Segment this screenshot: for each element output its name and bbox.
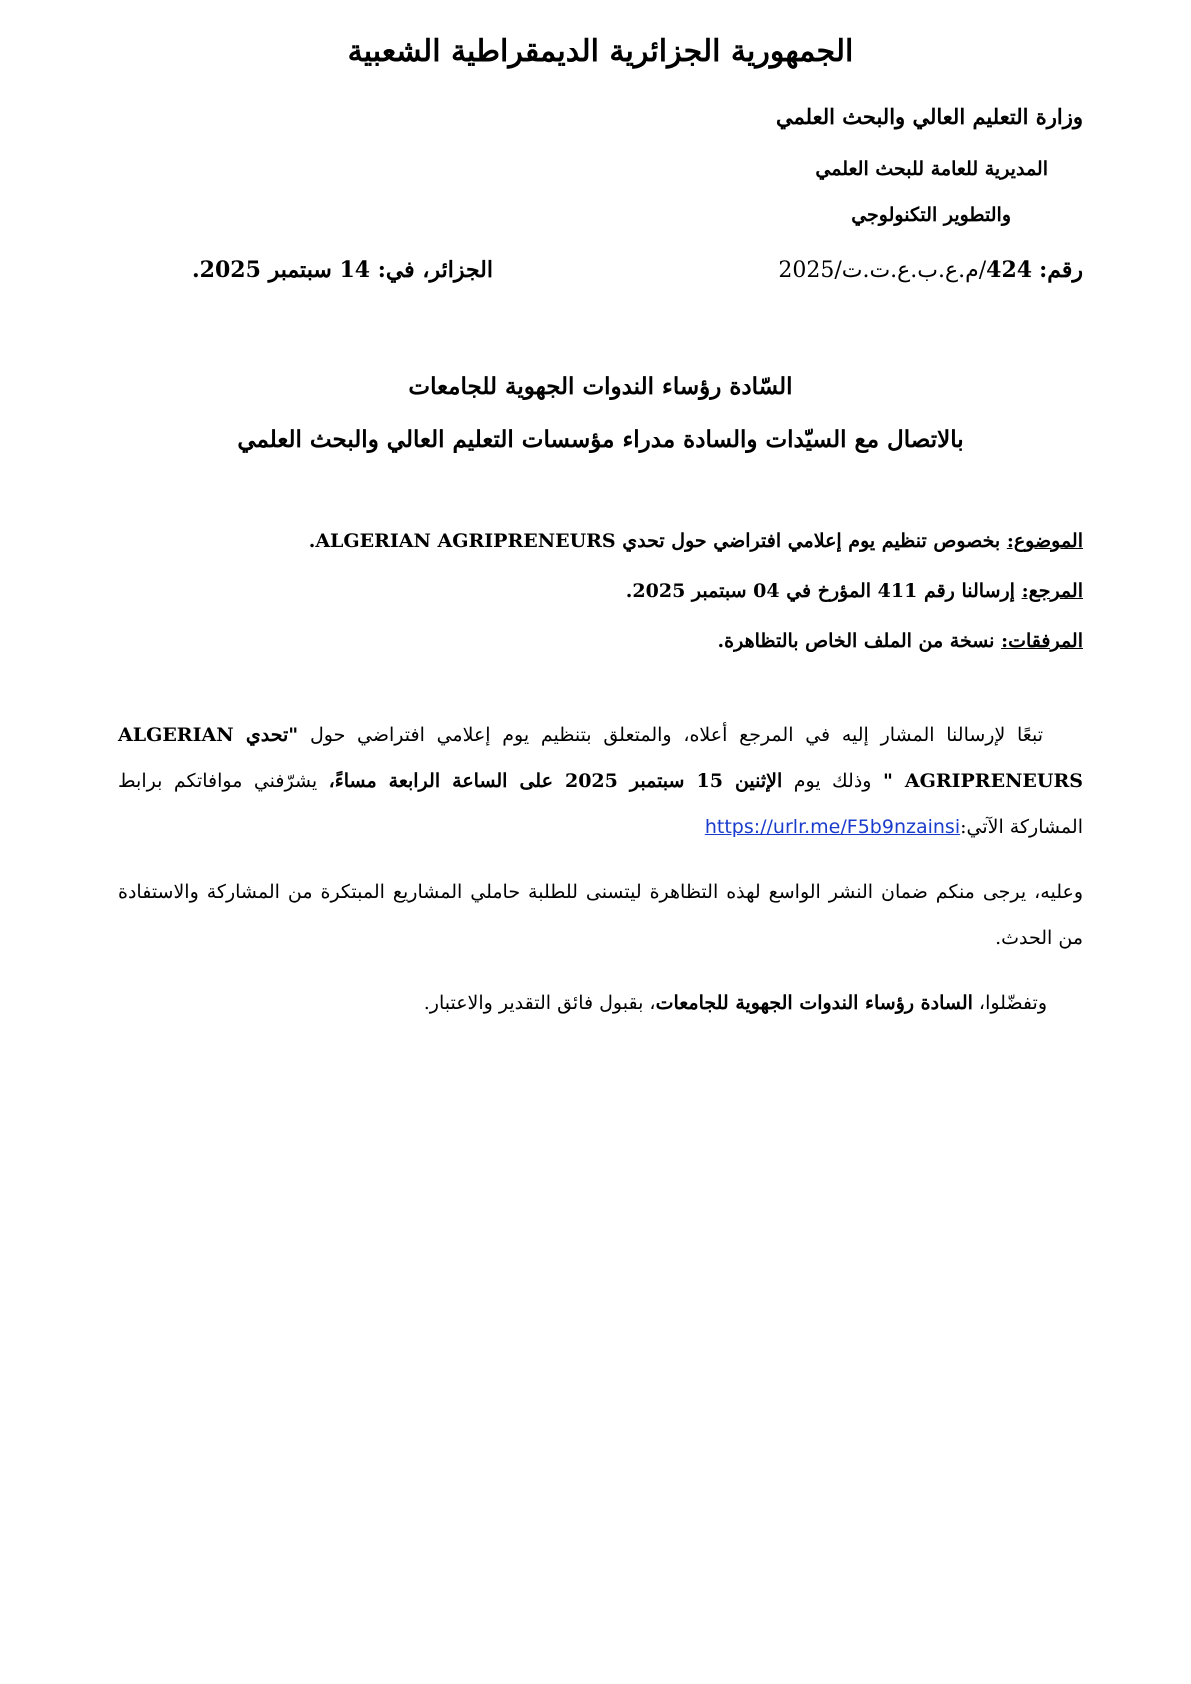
p1-challenge-name: "تحدي ALGERIAN AGRIPRENEURS " xyxy=(118,724,1083,792)
subject-line xyxy=(118,516,1083,566)
reference-date: الجزائر، في: 14 سبتمبر 2025. xyxy=(192,257,493,283)
addressee-line1: السّادة رؤساء الندوات الجهوية للجامعات xyxy=(408,373,793,400)
closing-text-2: ، بقبول فائق التقدير والاعتبار. xyxy=(423,992,656,1014)
closing-text-1: وتفضّلوا، xyxy=(972,992,1047,1014)
letter-meta xyxy=(118,516,1083,666)
p1-text-1: تبعًا لإرسالنا المشار إليه في المرجع أعلاه، والمتعلق بتنظيم يوم إعلامي افتراضي حول xyxy=(298,724,1043,746)
body-paragraph-2: وعليه، يرجى منكم ضمان النشر الواسع لهذه التظاهرة ليتسنى للطلبة حاملي المشاريع المبتكرة من المشاركة والاستفادة من الحدث. xyxy=(118,881,1083,949)
participation-link[interactable]: https://urlr.me/F5b9nzainsi xyxy=(704,816,961,838)
reference-suffix: /م.ع.ب.ع.ت.ت/2025 xyxy=(778,258,987,283)
attachments-line xyxy=(118,616,1083,666)
p1-text-2: وذلك يوم xyxy=(782,770,883,792)
p1-event-date: الإثنين 15 سبتمبر 2025 على الساعة الرابعة مساءً، xyxy=(328,770,783,792)
republic-title: الجمهورية الجزائرية الديمقراطية الشعبية xyxy=(347,34,854,69)
closing-paragraph xyxy=(118,980,1083,1026)
reference-ref-label: المرجع: xyxy=(1021,580,1083,602)
directorate-line1: المديرية للعامة للبحث العلمي xyxy=(815,158,1048,180)
ministry-name: وزارة التعليم العالي والبحث العلمي xyxy=(776,104,1083,129)
reference-label: رقم: xyxy=(1039,257,1083,283)
reference-number-value: 424 xyxy=(986,257,1033,283)
subject-text: بخصوص تنظيم يوم إعلامي افتراضي حول تحدي ALGERIAN AGRIPRENEURS. xyxy=(308,530,1007,552)
reference-ref-text: إرسالنا رقم 411 المؤرخ في 04 سبتمبر 2025. xyxy=(625,580,1022,602)
attachments-label: المرفقات: xyxy=(1001,630,1083,652)
reference-ref-line xyxy=(118,566,1083,616)
p1-text-3: يشرّفني موافاتكم برابط المشاركة الآتي: xyxy=(118,770,1083,838)
addressee-line2: بالاتصال مع السيّدات والسادة مدراء مؤسسات التعليم العالي والبحث العلمي xyxy=(237,426,964,453)
reference-number xyxy=(778,250,1083,291)
body-paragraph-1 xyxy=(118,712,1083,850)
closing-addressee: السادة رؤساء الندوات الجهوية للجامعات xyxy=(655,992,973,1014)
attachments-text: نسخة من الملف الخاص بالتظاهرة. xyxy=(717,630,1002,652)
subject-label: الموضوع: xyxy=(1006,530,1083,552)
directorate-line2: والتطوير التكنولوجي xyxy=(851,204,1011,226)
letter-page xyxy=(118,28,1083,1648)
reference-line xyxy=(118,250,1083,290)
addressee xyxy=(118,360,1083,466)
